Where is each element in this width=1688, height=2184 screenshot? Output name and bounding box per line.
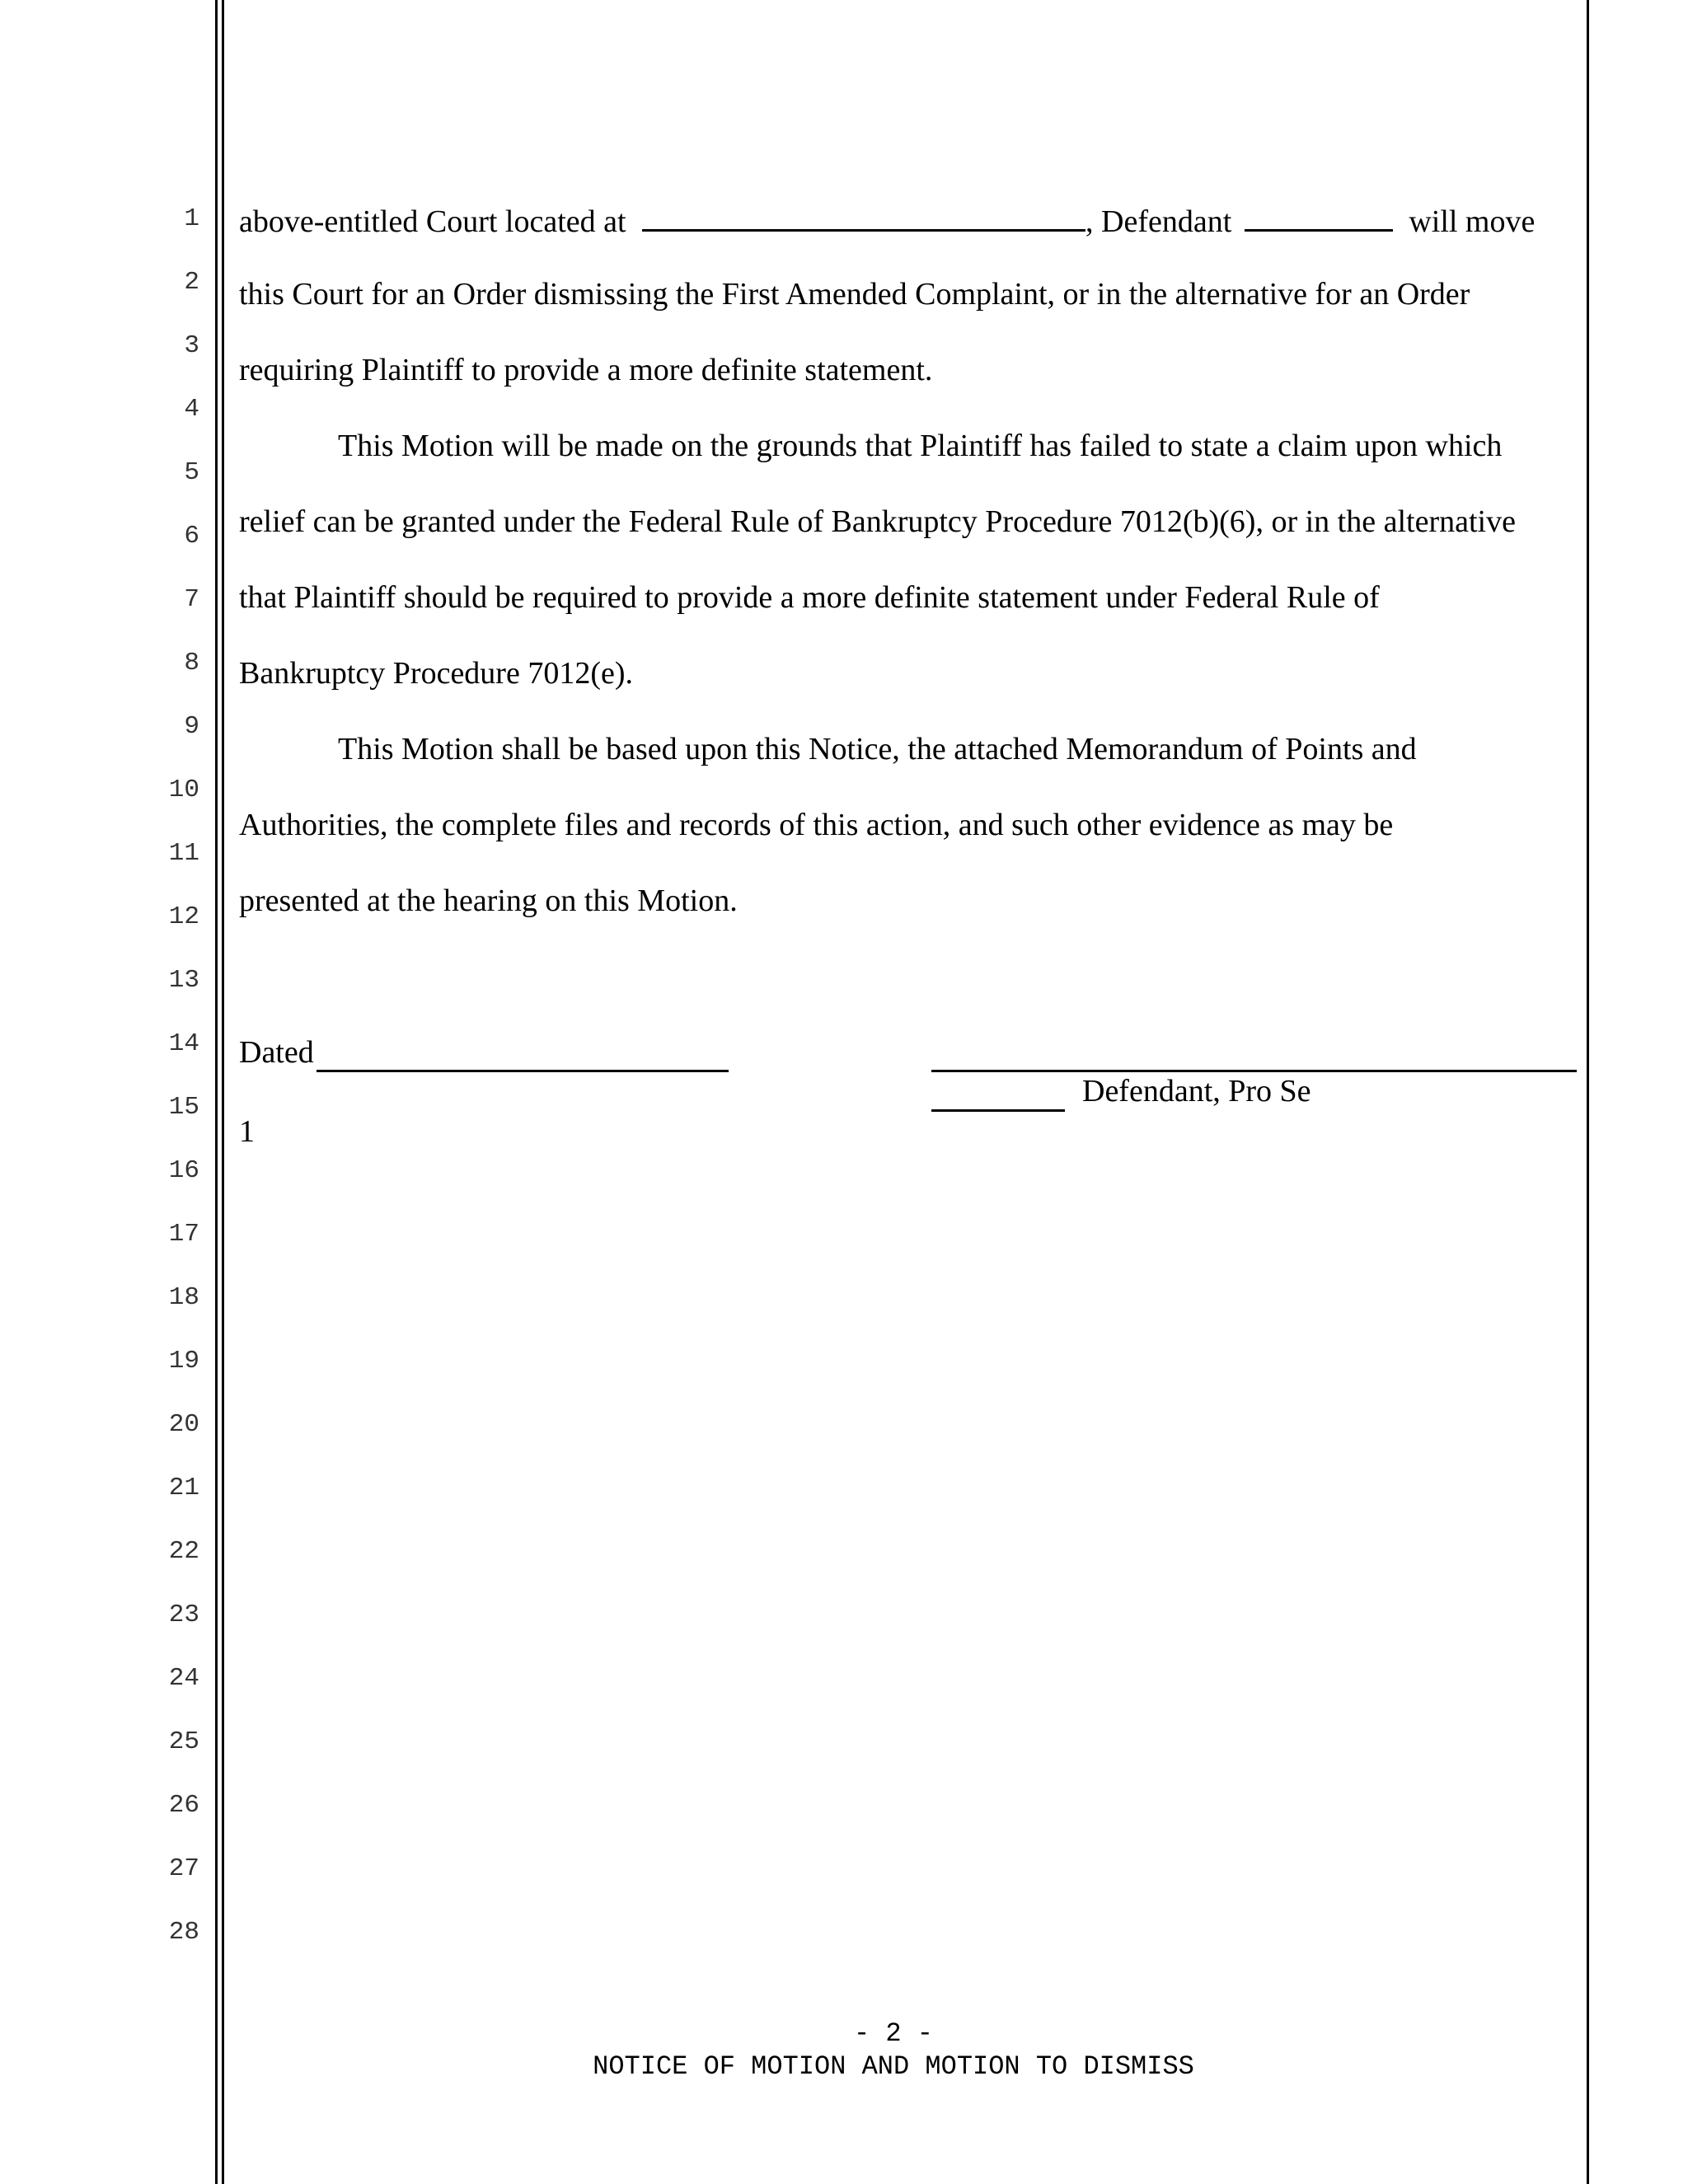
signer-name-blank [931, 1109, 1065, 1112]
body-line-3: requiring Plaintiff to provide a more definite statement. [239, 353, 933, 387]
page-number: - 2 - [853, 2018, 933, 2049]
line-number: 16 [168, 1156, 199, 1185]
line-number: 7 [184, 585, 199, 614]
line-number: 22 [168, 1537, 199, 1566]
date-blank [316, 1070, 729, 1072]
signer-label: Defendant, Pro Se [1082, 1074, 1311, 1108]
line-number: 27 [168, 1854, 199, 1883]
line-number: 3 [184, 331, 199, 360]
footer-title: NOTICE OF MOTION AND MOTION TO DISMISS [593, 2051, 1194, 2082]
line-number: 17 [168, 1220, 199, 1249]
line-number: 23 [168, 1601, 199, 1629]
dated-label: Dated [239, 1035, 314, 1070]
line-number: 1 [184, 204, 199, 233]
left-margin-rule-outer [215, 0, 218, 2184]
right-margin-rule [1587, 0, 1589, 2184]
body-line-9: Authorities, the complete files and records of this action, and such other evidence as may be [239, 808, 1394, 842]
line-number: 10 [168, 776, 199, 804]
body-line-2: this Court for an Order dismissing the First Amended Complaint, or in the alternative for an Order [239, 277, 1470, 312]
court-location-blank [642, 199, 1085, 232]
line-number: 19 [168, 1347, 199, 1376]
line-number: 12 [168, 902, 199, 931]
footnote-number: 1 [239, 1114, 255, 1149]
line-number: 2 [184, 268, 199, 297]
line-number: 6 [184, 522, 199, 551]
defendant-name-blank [1245, 199, 1393, 232]
line-number: 24 [168, 1664, 199, 1693]
line-number: 21 [168, 1474, 199, 1502]
line-number: 25 [168, 1727, 199, 1756]
body-line-7: Bankruptcy Procedure 7012(e). [239, 656, 634, 691]
line-number: 15 [168, 1093, 199, 1122]
line-number: 9 [184, 712, 199, 741]
line-number: 5 [184, 458, 199, 487]
body-text: above-entitled Court located at [239, 204, 626, 239]
body-line-8: This Motion shall be based upon this Notice, the attached Memorandum of Points and [338, 732, 1417, 766]
line-number: 28 [168, 1918, 199, 1947]
body-line-6: that Plaintiff should be required to provide a more definite statement under Federal Rule of [239, 580, 1380, 615]
body-text: , Defendant [1085, 204, 1232, 239]
body-text: will move [1409, 204, 1536, 239]
line-number: 20 [168, 1410, 199, 1439]
line-number: 14 [168, 1029, 199, 1058]
body-line-1 [239, 199, 1535, 241]
line-number: 26 [168, 1791, 199, 1820]
line-number: 4 [184, 395, 199, 424]
line-number: 8 [184, 649, 199, 677]
line-number: 13 [168, 966, 199, 995]
line-number: 11 [168, 839, 199, 868]
body-line-5: relief can be granted under the Federal Rule of Bankruptcy Procedure 7012(b)(6), or in the alternative [239, 504, 1516, 539]
line-number: 18 [168, 1283, 199, 1312]
body-line-4: This Motion will be made on the grounds that Plaintiff has failed to state a claim upon which [338, 429, 1503, 463]
left-margin-rule-inner [222, 0, 224, 2184]
body-line-10: presented at the hearing on this Motion. [239, 883, 738, 918]
